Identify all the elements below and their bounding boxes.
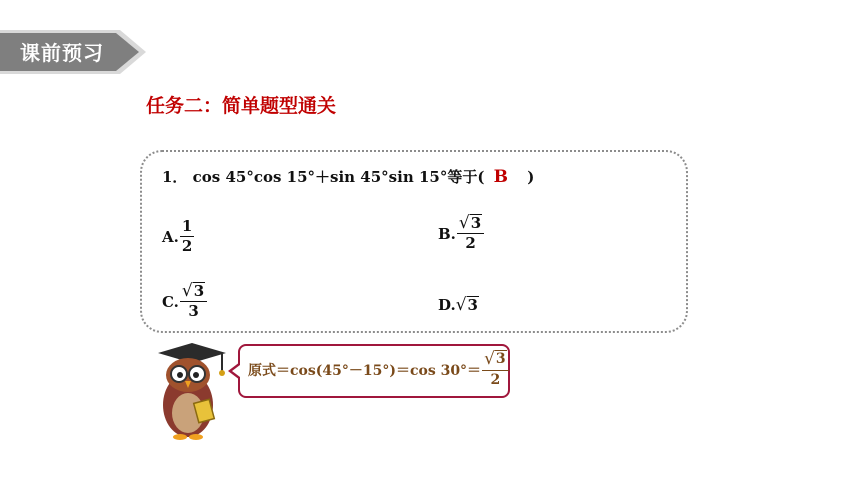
option-b-denominator: 2 xyxy=(465,234,476,252)
option-a[interactable] xyxy=(162,217,194,256)
section-banner xyxy=(0,30,148,74)
option-d-label: D. xyxy=(438,296,456,314)
option-a-fraction xyxy=(180,217,194,256)
answer-letter: B xyxy=(493,167,509,187)
option-b[interactable] xyxy=(438,214,484,253)
sqrt-icon: √ 3 xyxy=(484,349,506,369)
banner-title: 课前预习 xyxy=(20,41,104,65)
question-close: ) xyxy=(527,168,535,186)
option-c-label: C. xyxy=(162,292,179,311)
option-d[interactable] xyxy=(438,296,479,314)
option-a-denominator: 2 xyxy=(181,237,193,255)
sqrt-icon: √ 3 xyxy=(455,295,478,315)
option-c-fraction xyxy=(180,282,207,321)
sqrt-icon: √ 3 xyxy=(181,281,205,301)
option-b-label: B. xyxy=(438,224,456,243)
option-a-numerator: 1 xyxy=(181,217,193,235)
option-d-radicand: 3 xyxy=(467,296,478,314)
solution-radicand: 3 xyxy=(495,351,506,367)
option-c[interactable] xyxy=(162,282,207,321)
option-c-denominator: 3 xyxy=(188,302,199,320)
callout-pointer-icon xyxy=(228,362,240,380)
option-c-radicand: 3 xyxy=(193,282,205,300)
question-stem xyxy=(162,166,534,187)
task-title: 任务二：简单题型通关 xyxy=(146,95,337,117)
option-a-label: A. xyxy=(162,227,179,246)
solution-fraction xyxy=(482,350,509,390)
question-text: cos 45°cos 15°＋sin 45°sin 15°等于( xyxy=(192,168,485,186)
option-b-radicand: 3 xyxy=(470,214,482,232)
solution-line xyxy=(248,350,509,390)
question-number: 1． xyxy=(162,168,188,186)
solution-text: 原式＝cos(45°－15°)＝cos 30°＝ xyxy=(248,363,482,379)
owl-teacher-icon xyxy=(150,343,230,443)
option-b-fraction xyxy=(457,214,484,253)
solution-denominator: 2 xyxy=(490,372,501,388)
solution-box xyxy=(238,344,510,398)
sqrt-icon: √ 3 xyxy=(458,213,482,233)
